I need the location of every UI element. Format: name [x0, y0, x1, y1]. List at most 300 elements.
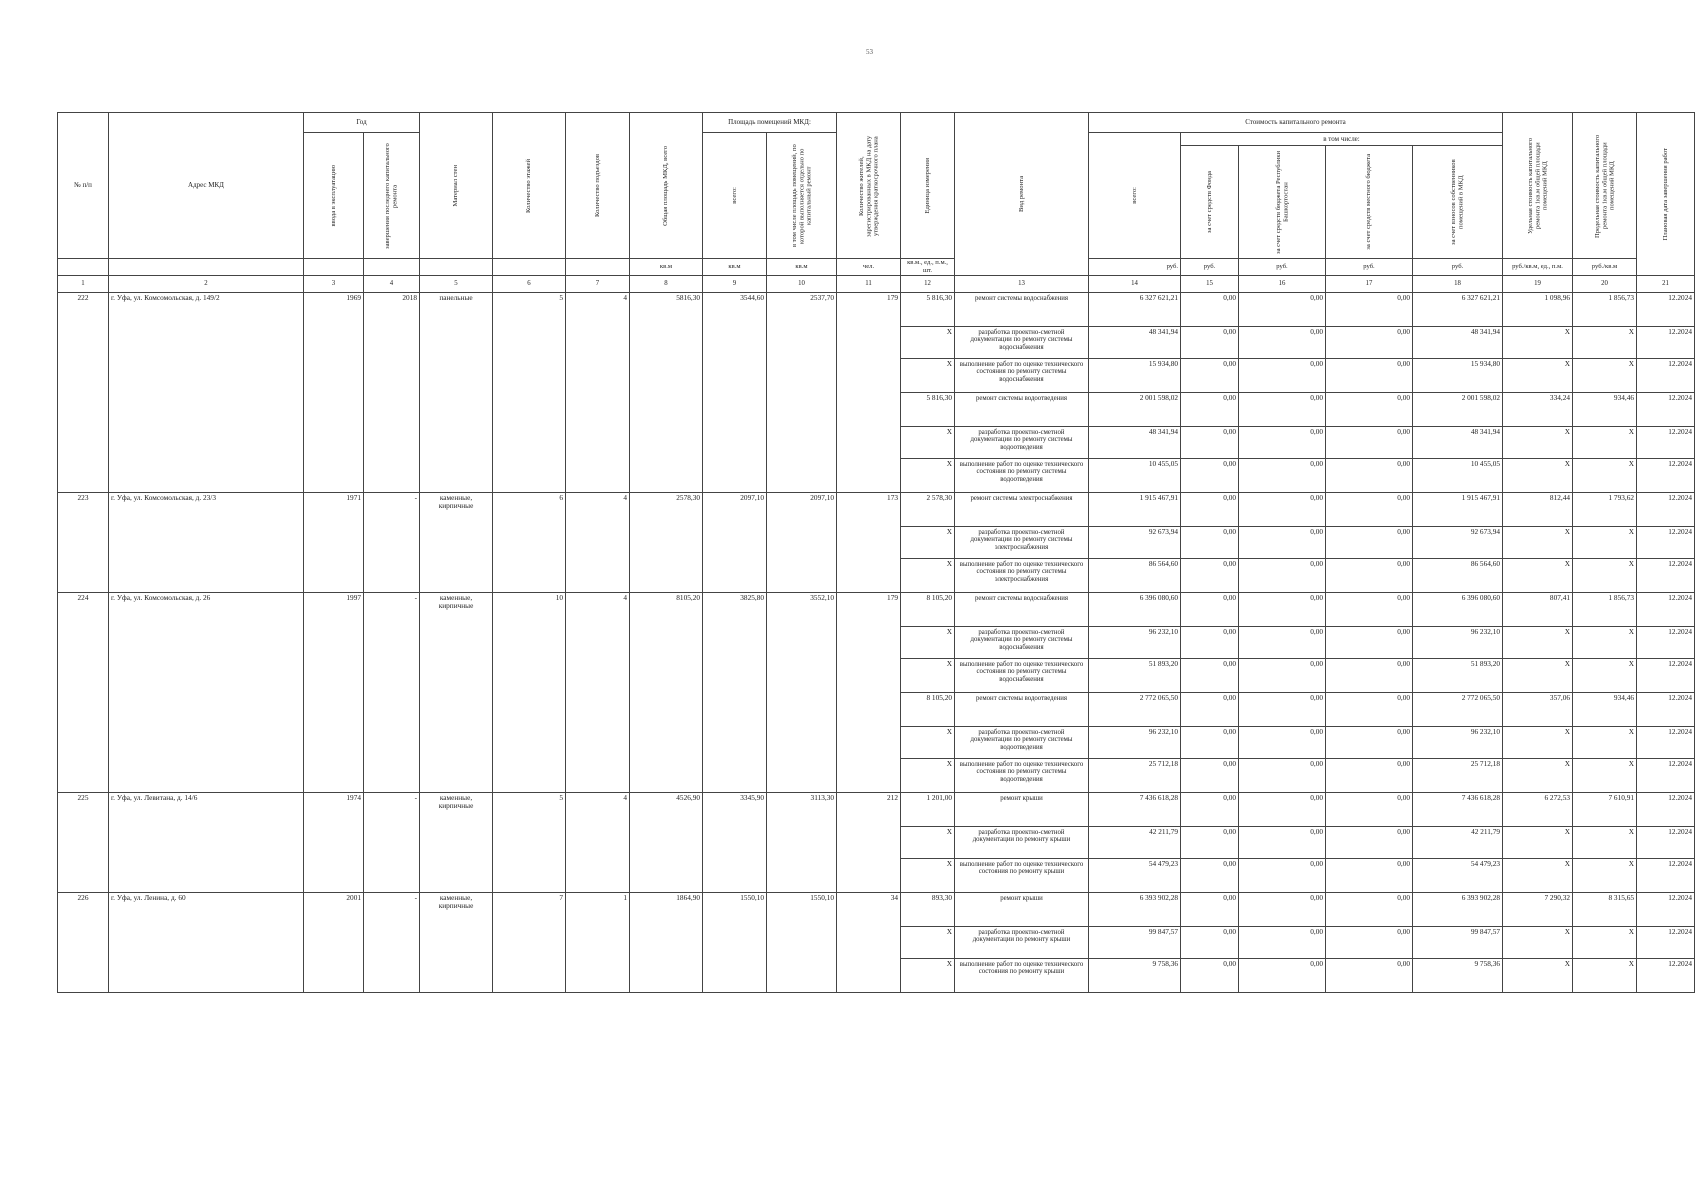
cost-local: 0,00	[1326, 926, 1413, 958]
year-commission: 1997	[304, 592, 364, 792]
header-address: Адрес МКД	[109, 113, 304, 259]
unit-cell	[109, 259, 304, 276]
max-cost: X	[1573, 958, 1637, 992]
house-number: 224	[58, 592, 109, 792]
work-quantity: 893,30	[901, 892, 955, 926]
residents-count: 179	[837, 592, 901, 792]
house-number: 222	[58, 292, 109, 492]
entrances-count: 4	[566, 592, 630, 792]
work-quantity: 5 816,30	[901, 392, 955, 426]
cost-total: 6 396 080,60	[1089, 592, 1181, 626]
header-premises-total: всего:	[703, 133, 767, 259]
cost-total: 9 758,36	[1089, 958, 1181, 992]
deadline-date: 12.2024	[1637, 326, 1695, 358]
deadline-date: 12.2024	[1637, 926, 1695, 958]
work-quantity: X	[901, 826, 955, 858]
unit-c15: руб.	[1181, 259, 1239, 276]
house-number: 225	[58, 792, 109, 892]
work-type: выполнение работ по оценке технического состояния по ремонту системы водоотведения	[955, 758, 1089, 792]
total-area: 4526,90	[630, 792, 703, 892]
cost-republic: 0,00	[1239, 826, 1326, 858]
work-quantity: X	[901, 558, 955, 592]
cost-republic: 0,00	[1239, 958, 1326, 992]
deadline-date: 12.2024	[1637, 426, 1695, 458]
unit-cost: 807,41	[1503, 592, 1573, 626]
cost-owners: 96 232,10	[1413, 626, 1503, 658]
work-quantity: X	[901, 658, 955, 692]
cost-fund: 0,00	[1181, 726, 1239, 758]
column-number: 11	[837, 275, 901, 292]
header-cost-fund: за счет средств Фонда	[1181, 146, 1239, 259]
cost-total: 6 327 621,21	[1089, 292, 1181, 326]
wall-material: каменные, кирпичные	[420, 792, 493, 892]
unit-cost: X	[1503, 726, 1573, 758]
deadline-date: 12.2024	[1637, 358, 1695, 392]
work-type: выполнение работ по оценке технического состояния по ремонту системы электроснабжения	[955, 558, 1089, 592]
premises-repair: 3552,10	[767, 592, 837, 792]
cost-owners: 9 758,36	[1413, 958, 1503, 992]
work-quantity: 5 816,30	[901, 292, 955, 326]
work-quantity: X	[901, 858, 955, 892]
cost-owners: 10 455,05	[1413, 458, 1503, 492]
column-number: 3	[304, 275, 364, 292]
cost-owners: 86 564,60	[1413, 558, 1503, 592]
column-number: 17	[1326, 275, 1413, 292]
unit-cell	[493, 259, 566, 276]
cost-local: 0,00	[1326, 392, 1413, 426]
max-cost: X	[1573, 558, 1637, 592]
cost-total: 1 915 467,91	[1089, 492, 1181, 526]
table-row	[58, 492, 1695, 526]
work-type: ремонт системы водоснабжения	[955, 292, 1089, 326]
deadline-date: 12.2024	[1637, 826, 1695, 858]
work-type: разработка проектно-сметной документации по ремонту крыши	[955, 926, 1089, 958]
unit-cost: X	[1503, 858, 1573, 892]
work-quantity: 1 201,00	[901, 792, 955, 826]
column-number: 6	[493, 275, 566, 292]
cost-owners: 42 211,79	[1413, 826, 1503, 858]
header-cost-owners: за счет взносов собственников помещений в МКД	[1413, 146, 1503, 259]
unit-c11: чел.	[837, 259, 901, 276]
header-num: № п/п	[58, 113, 109, 259]
work-type: выполнение работ по оценке технического состояния по ремонту системы водоотведения	[955, 458, 1089, 492]
cost-total: 10 455,05	[1089, 458, 1181, 492]
header-unit: Единица измерения	[901, 113, 955, 259]
cost-local: 0,00	[1326, 692, 1413, 726]
cost-republic: 0,00	[1239, 326, 1326, 358]
cost-total: 2 001 598,02	[1089, 392, 1181, 426]
header-residents: Количество жителей, зарегистрированных в МКД на дату утверждения краткосрочного плана	[837, 113, 901, 259]
header-year-last-repair: завершения последнего капитального ремонта	[364, 133, 420, 259]
cost-owners: 6 393 902,28	[1413, 892, 1503, 926]
unit-cell	[566, 259, 630, 276]
work-type: ремонт системы электроснабжения	[955, 492, 1089, 526]
year-last-repair: -	[364, 592, 420, 792]
work-type: разработка проектно-сметной документации по ремонту крыши	[955, 826, 1089, 858]
deadline-date: 12.2024	[1637, 526, 1695, 558]
cost-fund: 0,00	[1181, 792, 1239, 826]
max-cost: X	[1573, 758, 1637, 792]
house-address: г. Уфа, ул. Комсомольская, д. 26	[109, 592, 304, 792]
cost-owners: 2 772 065,50	[1413, 692, 1503, 726]
work-quantity: X	[901, 458, 955, 492]
premises-total: 2097,10	[703, 492, 767, 592]
total-area: 8105,20	[630, 592, 703, 792]
cost-republic: 0,00	[1239, 758, 1326, 792]
cost-fund: 0,00	[1181, 392, 1239, 426]
column-number: 5	[420, 275, 493, 292]
total-area: 5816,30	[630, 292, 703, 492]
entrances-count: 4	[566, 492, 630, 592]
cost-owners: 25 712,18	[1413, 758, 1503, 792]
cost-fund: 0,00	[1181, 326, 1239, 358]
max-cost: 1 856,73	[1573, 592, 1637, 626]
cost-total: 2 772 065,50	[1089, 692, 1181, 726]
cost-fund: 0,00	[1181, 358, 1239, 392]
deadline-date: 12.2024	[1637, 858, 1695, 892]
wall-material: каменные, кирпичные	[420, 892, 493, 992]
max-cost: 1 856,73	[1573, 292, 1637, 326]
house-address: г. Уфа, ул. Левитана, д. 14/6	[109, 792, 304, 892]
unit-c9: кв.м	[703, 259, 767, 276]
max-cost: X	[1573, 426, 1637, 458]
unit-cost: 7 290,32	[1503, 892, 1573, 926]
cost-fund: 0,00	[1181, 826, 1239, 858]
cost-republic: 0,00	[1239, 692, 1326, 726]
table-row	[58, 892, 1695, 926]
cost-total: 6 393 902,28	[1089, 892, 1181, 926]
cost-local: 0,00	[1326, 592, 1413, 626]
entrances-count: 4	[566, 292, 630, 492]
cost-republic: 0,00	[1239, 526, 1326, 558]
max-cost: X	[1573, 526, 1637, 558]
cost-owners: 7 436 618,28	[1413, 792, 1503, 826]
cost-republic: 0,00	[1239, 426, 1326, 458]
year-last-repair: 2018	[364, 292, 420, 492]
premises-repair: 1550,10	[767, 892, 837, 992]
work-type: выполнение работ по оценке технического состояния по ремонту крыши	[955, 958, 1089, 992]
header-entrances: Количество подъездов	[566, 113, 630, 259]
floors-count: 5	[493, 792, 566, 892]
cost-total: 42 211,79	[1089, 826, 1181, 858]
work-quantity: X	[901, 626, 955, 658]
unit-c8: кв.м	[630, 259, 703, 276]
cost-local: 0,00	[1326, 626, 1413, 658]
unit-cost: X	[1503, 526, 1573, 558]
deadline-date: 12.2024	[1637, 726, 1695, 758]
deadline-date: 12.2024	[1637, 692, 1695, 726]
header-year-group: Год	[304, 113, 420, 133]
year-commission: 1971	[304, 492, 364, 592]
unit-cost: X	[1503, 626, 1573, 658]
residents-count: 173	[837, 492, 901, 592]
deadline-date: 12.2024	[1637, 558, 1695, 592]
column-number: 15	[1181, 275, 1239, 292]
cost-local: 0,00	[1326, 758, 1413, 792]
cost-total: 25 712,18	[1089, 758, 1181, 792]
cost-owners: 92 673,94	[1413, 526, 1503, 558]
cost-republic: 0,00	[1239, 492, 1326, 526]
header-deadline: Плановая дата завершения работ	[1637, 113, 1695, 276]
floors-count: 10	[493, 592, 566, 792]
work-quantity: X	[901, 326, 955, 358]
deadline-date: 12.2024	[1637, 958, 1695, 992]
cost-republic: 0,00	[1239, 592, 1326, 626]
cost-owners: 48 341,94	[1413, 426, 1503, 458]
cost-fund: 0,00	[1181, 658, 1239, 692]
cost-fund: 0,00	[1181, 526, 1239, 558]
cost-local: 0,00	[1326, 492, 1413, 526]
deadline-date: 12.2024	[1637, 492, 1695, 526]
floors-count: 6	[493, 492, 566, 592]
work-type: разработка проектно-сметной документации по ремонту системы водоснабжения	[955, 326, 1089, 358]
column-numbers-row	[58, 275, 1695, 292]
cost-local: 0,00	[1326, 526, 1413, 558]
max-cost: X	[1573, 458, 1637, 492]
cost-owners: 2 001 598,02	[1413, 392, 1503, 426]
cost-republic: 0,00	[1239, 726, 1326, 758]
cost-total: 54 479,23	[1089, 858, 1181, 892]
deadline-date: 12.2024	[1637, 392, 1695, 426]
year-commission: 1974	[304, 792, 364, 892]
header-premises-repair: в том числе площадь помещений, по которой выполняется отдельно по капитальный ремонт	[767, 133, 837, 259]
unit-cell	[58, 259, 109, 276]
unit-cost: X	[1503, 658, 1573, 692]
unit-c10: кв.м	[767, 259, 837, 276]
work-type: выполнение работ по оценке технического состояния по ремонту системы водоснабжения	[955, 358, 1089, 392]
unit-cost: X	[1503, 426, 1573, 458]
work-type: разработка проектно-сметной документации по ремонту системы водоотведения	[955, 726, 1089, 758]
work-type: ремонт крыши	[955, 892, 1089, 926]
cost-local: 0,00	[1326, 458, 1413, 492]
max-cost: 1 793,62	[1573, 492, 1637, 526]
work-quantity: 8 105,20	[901, 592, 955, 626]
cost-total: 15 934,80	[1089, 358, 1181, 392]
premises-total: 1550,10	[703, 892, 767, 992]
cost-republic: 0,00	[1239, 792, 1326, 826]
work-quantity: 2 578,30	[901, 492, 955, 526]
total-area: 1864,90	[630, 892, 703, 992]
cost-republic: 0,00	[1239, 458, 1326, 492]
work-type: выполнение работ по оценке технического состояния по ремонту крыши	[955, 858, 1089, 892]
repair-plan-table	[57, 112, 1695, 993]
column-number: 8	[630, 275, 703, 292]
cost-owners: 96 232,10	[1413, 726, 1503, 758]
cost-fund: 0,00	[1181, 592, 1239, 626]
cost-local: 0,00	[1326, 326, 1413, 358]
unit-c18: руб.	[1413, 259, 1503, 276]
cost-total: 99 847,57	[1089, 926, 1181, 958]
cost-fund: 0,00	[1181, 292, 1239, 326]
total-area: 2578,30	[630, 492, 703, 592]
wall-material: панельные	[420, 292, 493, 492]
cost-owners: 51 893,20	[1413, 658, 1503, 692]
cost-fund: 0,00	[1181, 426, 1239, 458]
unit-cost: X	[1503, 958, 1573, 992]
cost-fund: 0,00	[1181, 492, 1239, 526]
cost-total: 51 893,20	[1089, 658, 1181, 692]
unit-c17: руб.	[1326, 259, 1413, 276]
cost-total: 96 232,10	[1089, 726, 1181, 758]
premises-repair: 3113,30	[767, 792, 837, 892]
premises-total: 3825,80	[703, 592, 767, 792]
cost-owners: 48 341,94	[1413, 326, 1503, 358]
work-quantity: 8 105,20	[901, 692, 955, 726]
house-address: г. Уфа, ул. Комсомольская, д. 23/3	[109, 492, 304, 592]
deadline-date: 12.2024	[1637, 458, 1695, 492]
unit-c19: руб./кв.м, ед., п.м.	[1503, 259, 1573, 276]
entrances-count: 1	[566, 892, 630, 992]
residents-count: 34	[837, 892, 901, 992]
table-row	[58, 792, 1695, 826]
deadline-date: 12.2024	[1637, 658, 1695, 692]
entrances-count: 4	[566, 792, 630, 892]
column-number: 4	[364, 275, 420, 292]
unit-c16: руб.	[1239, 259, 1326, 276]
cost-total: 7 436 618,28	[1089, 792, 1181, 826]
cost-republic: 0,00	[1239, 626, 1326, 658]
cost-republic: 0,00	[1239, 292, 1326, 326]
max-cost: 7 610,91	[1573, 792, 1637, 826]
header-unit-cost: Удельная стоимость капитального ремонта 1кв.м общей площади помещений МКД	[1503, 113, 1573, 259]
premises-total: 3345,90	[703, 792, 767, 892]
max-cost: X	[1573, 358, 1637, 392]
deadline-date: 12.2024	[1637, 592, 1695, 626]
cost-fund: 0,00	[1181, 758, 1239, 792]
header-cost-republic: за счет средств бюджета Республики Башкортостан	[1239, 146, 1326, 259]
deadline-date: 12.2024	[1637, 758, 1695, 792]
cost-republic: 0,00	[1239, 926, 1326, 958]
header-incl: в том числе:	[1181, 133, 1503, 146]
unit-cell	[420, 259, 493, 276]
cost-local: 0,00	[1326, 658, 1413, 692]
unit-cell	[304, 259, 364, 276]
cost-republic: 0,00	[1239, 558, 1326, 592]
house-number: 223	[58, 492, 109, 592]
work-quantity: X	[901, 758, 955, 792]
cost-republic: 0,00	[1239, 358, 1326, 392]
column-number: 2	[109, 275, 304, 292]
cost-local: 0,00	[1326, 858, 1413, 892]
header-cost-group: Стоимость капитального ремонта	[1089, 113, 1503, 133]
column-number: 9	[703, 275, 767, 292]
column-number: 13	[955, 275, 1089, 292]
header-work-type: Вид ремонта	[955, 113, 1089, 276]
cost-owners: 1 915 467,91	[1413, 492, 1503, 526]
max-cost: X	[1573, 858, 1637, 892]
table-row	[58, 592, 1695, 626]
column-number: 10	[767, 275, 837, 292]
column-number: 18	[1413, 275, 1503, 292]
column-number: 1	[58, 275, 109, 292]
wall-material: каменные, кирпичные	[420, 592, 493, 792]
table-row	[58, 292, 1695, 326]
header-total-area: Общая площадь МКД, всего	[630, 113, 703, 259]
cost-local: 0,00	[1326, 958, 1413, 992]
year-commission: 2001	[304, 892, 364, 992]
column-number: 7	[566, 275, 630, 292]
work-quantity: X	[901, 958, 955, 992]
cost-fund: 0,00	[1181, 692, 1239, 726]
cost-owners: 15 934,80	[1413, 358, 1503, 392]
year-last-repair: -	[364, 492, 420, 592]
cost-fund: 0,00	[1181, 558, 1239, 592]
unit-cost: X	[1503, 326, 1573, 358]
unit-cost: 812,44	[1503, 492, 1573, 526]
work-type: разработка проектно-сметной документации по ремонту системы водоотведения	[955, 426, 1089, 458]
unit-cost: X	[1503, 558, 1573, 592]
wall-material: каменные, кирпичные	[420, 492, 493, 592]
unit-cost: X	[1503, 458, 1573, 492]
max-cost: X	[1573, 826, 1637, 858]
cost-fund: 0,00	[1181, 958, 1239, 992]
cost-republic: 0,00	[1239, 392, 1326, 426]
column-number: 19	[1503, 275, 1573, 292]
cost-owners: 6 396 080,60	[1413, 592, 1503, 626]
header-max-cost: Предельная стоимость капитального ремонта 1кв.м общей площади помещений МКД	[1573, 113, 1637, 259]
cost-fund: 0,00	[1181, 926, 1239, 958]
column-number: 20	[1573, 275, 1637, 292]
work-quantity: X	[901, 358, 955, 392]
deadline-date: 12.2024	[1637, 792, 1695, 826]
work-quantity: X	[901, 526, 955, 558]
work-type: ремонт системы водоотведения	[955, 392, 1089, 426]
unit-cost: X	[1503, 758, 1573, 792]
cost-owners: 54 479,23	[1413, 858, 1503, 892]
cost-local: 0,00	[1326, 892, 1413, 926]
cost-republic: 0,00	[1239, 858, 1326, 892]
column-number: 21	[1637, 275, 1695, 292]
work-quantity: X	[901, 426, 955, 458]
cost-republic: 0,00	[1239, 658, 1326, 692]
unit-cost: X	[1503, 358, 1573, 392]
max-cost: X	[1573, 926, 1637, 958]
max-cost: 934,46	[1573, 392, 1637, 426]
premises-repair: 2537,70	[767, 292, 837, 492]
work-type: разработка проектно-сметной документации по ремонту системы электроснабжения	[955, 526, 1089, 558]
work-type: ремонт системы водоотведения	[955, 692, 1089, 726]
year-last-repair: -	[364, 892, 420, 992]
unit-cost: X	[1503, 826, 1573, 858]
unit-cost: 6 272,53	[1503, 792, 1573, 826]
work-type: ремонт системы водоснабжения	[955, 592, 1089, 626]
max-cost: X	[1573, 726, 1637, 758]
work-type: разработка проектно-сметной документации по ремонту системы водоснабжения	[955, 626, 1089, 658]
header-wall-material: Материал стен	[420, 113, 493, 259]
year-commission: 1969	[304, 292, 364, 492]
header-cost-local: за счет средств местного бюджета	[1326, 146, 1413, 259]
header-premises-group: Площадь помещений МКД:	[703, 113, 837, 133]
cost-total: 92 673,94	[1089, 526, 1181, 558]
cost-total: 86 564,60	[1089, 558, 1181, 592]
work-type: ремонт крыши	[955, 792, 1089, 826]
unit-cost: 1 098,96	[1503, 292, 1573, 326]
house-address: г. Уфа, ул. Ленина, д. 60	[109, 892, 304, 992]
header-cost-total: всего:	[1089, 133, 1181, 259]
premises-repair: 2097,10	[767, 492, 837, 592]
floors-count: 7	[493, 892, 566, 992]
year-last-repair: -	[364, 792, 420, 892]
header-year-commission: ввода в эксплуатацию	[304, 133, 364, 259]
unit-c14: руб.	[1089, 259, 1181, 276]
header-floors: Количество этажей	[493, 113, 566, 259]
column-number: 16	[1239, 275, 1326, 292]
cost-republic: 0,00	[1239, 892, 1326, 926]
work-quantity: X	[901, 726, 955, 758]
cost-fund: 0,00	[1181, 626, 1239, 658]
cost-local: 0,00	[1326, 726, 1413, 758]
work-type: выполнение работ по оценке технического состояния по ремонту системы водоснабжения	[955, 658, 1089, 692]
